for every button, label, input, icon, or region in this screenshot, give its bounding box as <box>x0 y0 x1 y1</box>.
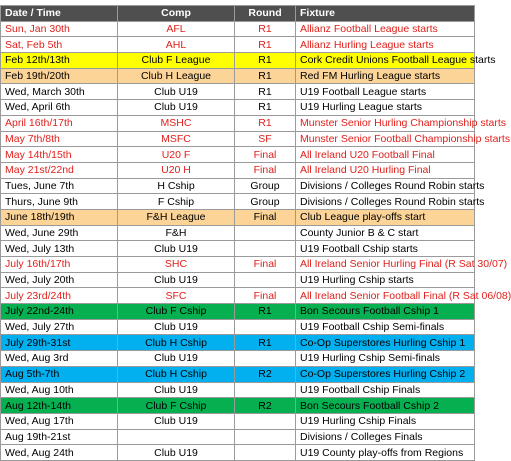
comp-cell: Club H Cship <box>118 335 235 351</box>
date-cell: July 23rd/24th <box>1 288 118 304</box>
header-round: Round <box>235 6 296 22</box>
table-row <box>1 225 475 241</box>
table-row <box>1 241 475 257</box>
comp-cell: H Cship <box>118 178 235 194</box>
table-row <box>1 162 475 178</box>
round-cell: Final <box>235 209 296 225</box>
table-row <box>1 53 475 69</box>
round-cell: Group <box>235 194 296 210</box>
round-cell: R2 <box>235 366 296 382</box>
comp-cell: F Cship <box>118 194 235 210</box>
table-header <box>1 6 475 22</box>
header-comp: Comp <box>118 6 235 22</box>
table-row <box>1 382 475 398</box>
table-row <box>1 398 475 414</box>
date-cell: Wed, July 27th <box>1 319 118 335</box>
round-cell: R1 <box>235 335 296 351</box>
comp-cell: MSHC <box>118 115 235 131</box>
date-cell: May 7th/8th <box>1 131 118 147</box>
fixture-cell: Bon Secours Football Cship 1 <box>296 304 475 320</box>
round-cell <box>235 272 296 288</box>
table-row <box>1 178 475 194</box>
date-cell: Wed, Aug 24th <box>1 445 118 461</box>
table-row <box>1 429 475 445</box>
fixture-cell: Divisions / Colleges Finals <box>296 429 475 445</box>
date-cell: Wed, Aug 3rd <box>1 351 118 367</box>
comp-cell: Club U19 <box>118 241 235 257</box>
date-cell: July 16th/17th <box>1 257 118 273</box>
date-cell: May 14th/15th <box>1 147 118 163</box>
round-cell <box>235 319 296 335</box>
comp-cell: Club U19 <box>118 319 235 335</box>
table-row <box>1 147 475 163</box>
date-cell: Wed, July 13th <box>1 241 118 257</box>
fixture-cell: Cork Credit Unions Football League starts <box>296 53 475 69</box>
date-cell: Thurs, June 9th <box>1 194 118 210</box>
fixture-cell: U19 Hurling Cship Finals <box>296 413 475 429</box>
fixture-cell: U19 Football Cship starts <box>296 241 475 257</box>
comp-cell: U20 H <box>118 162 235 178</box>
round-cell: Final <box>235 162 296 178</box>
fixture-cell: U19 Football League starts <box>296 84 475 100</box>
comp-cell: F&H <box>118 225 235 241</box>
round-cell <box>235 382 296 398</box>
comp-cell: Club H Cship <box>118 366 235 382</box>
fixture-cell: All Ireland U20 Football Final <box>296 147 475 163</box>
date-cell: April 16th/17th <box>1 115 118 131</box>
comp-cell: Club U19 <box>118 100 235 116</box>
fixture-cell: Red FM Hurling League starts <box>296 68 475 84</box>
date-cell: July 22nd-24th <box>1 304 118 320</box>
fixture-cell: U19 Hurling Cship Semi-finals <box>296 351 475 367</box>
fixture-cell: Allianz Hurling League starts <box>296 37 475 53</box>
fixture-cell: Co-Op Superstores Hurling Cship 2 <box>296 366 475 382</box>
date-cell: Aug 19th-21st <box>1 429 118 445</box>
fixture-cell: All Ireland U20 Hurling Final <box>296 162 475 178</box>
comp-cell: Club U19 <box>118 413 235 429</box>
fixture-cell: Co-Op Superstores Hurling Cship 1 <box>296 335 475 351</box>
date-cell: Wed, March 30th <box>1 84 118 100</box>
comp-cell: Club F Cship <box>118 304 235 320</box>
comp-cell: Club U19 <box>118 382 235 398</box>
round-cell: R1 <box>235 21 296 37</box>
round-cell <box>235 225 296 241</box>
comp-cell: AHL <box>118 37 235 53</box>
round-cell <box>235 445 296 461</box>
comp-cell: F&H League <box>118 209 235 225</box>
round-cell: R1 <box>235 115 296 131</box>
header-date: Date / Time <box>1 6 118 22</box>
comp-cell: Club U19 <box>118 272 235 288</box>
table-row <box>1 257 475 273</box>
header-fixture: Fixture <box>296 6 475 22</box>
comp-cell: AFL <box>118 21 235 37</box>
round-cell: R1 <box>235 304 296 320</box>
comp-cell: Club U19 <box>118 84 235 100</box>
date-cell: July 29th-31st <box>1 335 118 351</box>
date-cell: Feb 19th/20th <box>1 68 118 84</box>
fixture-cell: Munster Senior Hurling Championship starts <box>296 115 475 131</box>
round-cell <box>235 413 296 429</box>
fixture-cell: U19 Hurling League starts <box>296 100 475 116</box>
table-row <box>1 131 475 147</box>
round-cell: R1 <box>235 68 296 84</box>
round-cell <box>235 241 296 257</box>
header-row <box>1 6 475 22</box>
round-cell: Final <box>235 257 296 273</box>
date-cell: Aug 5th-7th <box>1 366 118 382</box>
table-row <box>1 335 475 351</box>
date-cell: Sat, Feb 5th <box>1 37 118 53</box>
fixture-cell: Divisions / Colleges Round Robin starts <box>296 178 475 194</box>
round-cell <box>235 351 296 367</box>
round-cell <box>235 429 296 445</box>
date-cell: Wed, Aug 17th <box>1 413 118 429</box>
table-row <box>1 272 475 288</box>
table-row <box>1 209 475 225</box>
comp-cell <box>118 429 235 445</box>
table-row <box>1 304 475 320</box>
comp-cell: Club F Cship <box>118 398 235 414</box>
comp-cell: SFC <box>118 288 235 304</box>
date-cell: Wed, June 29th <box>1 225 118 241</box>
date-cell: Wed, July 20th <box>1 272 118 288</box>
fixture-cell: All Ireland Senior Football Final (R Sat 06/08) <box>296 288 475 304</box>
table-row <box>1 84 475 100</box>
round-cell: Final <box>235 147 296 163</box>
table-row <box>1 115 475 131</box>
date-cell: May 21st/22nd <box>1 162 118 178</box>
round-cell: R1 <box>235 84 296 100</box>
table-row <box>1 21 475 37</box>
date-cell: Aug 12th-14th <box>1 398 118 414</box>
comp-cell: Club U19 <box>118 445 235 461</box>
fixture-cell: U19 Football Cship Finals <box>296 382 475 398</box>
comp-cell: U20 F <box>118 147 235 163</box>
round-cell: R1 <box>235 100 296 116</box>
comp-cell: Club U19 <box>118 351 235 367</box>
date-cell: Sun, Jan 30th <box>1 21 118 37</box>
round-cell: R1 <box>235 53 296 69</box>
fixture-cell: U19 Football Cship Semi-finals <box>296 319 475 335</box>
fixture-cell: U19 County play-offs from Regions <box>296 445 475 461</box>
table-row <box>1 37 475 53</box>
fixture-cell: Munster Senior Football Championship starts <box>296 131 475 147</box>
table-row <box>1 68 475 84</box>
date-cell: Wed, Aug 10th <box>1 382 118 398</box>
table-row <box>1 413 475 429</box>
date-cell: June 18th/19th <box>1 209 118 225</box>
date-cell: Feb 12th/13th <box>1 53 118 69</box>
table-row <box>1 288 475 304</box>
comp-cell: SHC <box>118 257 235 273</box>
table-row <box>1 100 475 116</box>
date-cell: Wed, April 6th <box>1 100 118 116</box>
round-cell: Final <box>235 288 296 304</box>
fixture-cell: Club League play-offs start <box>296 209 475 225</box>
round-cell: R2 <box>235 398 296 414</box>
date-cell: Tues, June 7th <box>1 178 118 194</box>
fixture-cell: All Ireland Senior Hurling Final (R Sat 30/07) <box>296 257 475 273</box>
table-row <box>1 319 475 335</box>
fixture-cell: Divisions / Colleges Round Robin starts <box>296 194 475 210</box>
round-cell: Group <box>235 178 296 194</box>
round-cell: R1 <box>235 37 296 53</box>
table-row <box>1 351 475 367</box>
comp-cell: MSFC <box>118 131 235 147</box>
fixture-cell: Bon Secours Football Cship 2 <box>296 398 475 414</box>
fixtures-table <box>0 5 511 461</box>
table-row <box>1 445 475 461</box>
comp-cell: Club F League <box>118 53 235 69</box>
table-row <box>1 194 475 210</box>
fixture-cell: County Junior B & C start <box>296 225 475 241</box>
comp-cell: Club H League <box>118 68 235 84</box>
table-body <box>1 21 511 460</box>
round-cell: SF <box>235 131 296 147</box>
fixture-cell: Allianz Football League starts <box>296 21 475 37</box>
table-row <box>1 366 475 382</box>
fixture-cell: U19 Hurling Cship starts <box>296 272 475 288</box>
